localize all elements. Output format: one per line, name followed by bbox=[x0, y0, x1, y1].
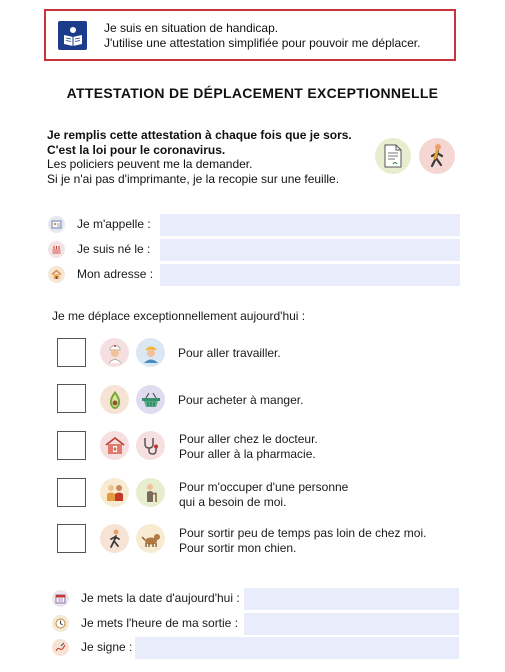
walking-icon bbox=[100, 524, 129, 553]
clock-icon bbox=[52, 615, 69, 632]
birthday-cake-icon bbox=[48, 241, 65, 258]
option-walk-line-2: Pour sortir mon chien. bbox=[179, 540, 297, 555]
dog-icon bbox=[136, 524, 165, 553]
intro-bold-1: Je remplis cette attestation à chaque fois que je sors. bbox=[47, 128, 352, 142]
birth-input[interactable] bbox=[160, 239, 460, 261]
house-icon bbox=[48, 266, 65, 283]
date-input[interactable] bbox=[244, 588, 459, 610]
time-input[interactable] bbox=[244, 613, 459, 635]
handicap-banner bbox=[44, 9, 456, 61]
avocado-icon bbox=[100, 385, 129, 414]
walking-person-icon bbox=[419, 138, 455, 174]
option-walk-text bbox=[179, 526, 426, 555]
nurse-icon bbox=[100, 338, 129, 367]
checkbox-work[interactable] bbox=[57, 338, 86, 367]
signing-hand-icon bbox=[52, 639, 69, 656]
option-food-line-1: Pour acheter à manger. bbox=[178, 393, 304, 407]
banner-line-2: J'utilise une attestation simplifiée pour pouvoir me déplacer. bbox=[104, 36, 421, 50]
elderly-person-icon bbox=[136, 478, 165, 507]
checkbox-food[interactable] bbox=[57, 384, 86, 413]
signature-row bbox=[52, 637, 132, 657]
option-care-line-1: Pour m'occuper d'une personne bbox=[179, 480, 349, 494]
signature-input[interactable] bbox=[135, 637, 459, 659]
intro-line-3: Les policiers peuvent me la demander. bbox=[47, 157, 253, 171]
construction-worker-icon bbox=[136, 338, 165, 367]
option-food-text bbox=[178, 393, 303, 408]
time-label: Je mets l'heure de ma sortie : bbox=[81, 616, 239, 630]
time-row bbox=[52, 613, 238, 633]
address-row bbox=[48, 264, 153, 284]
option-doctor-text bbox=[179, 432, 318, 461]
option-doctor-line-1: Pour aller chez le docteur. bbox=[179, 432, 318, 446]
checkbox-doctor[interactable] bbox=[57, 431, 86, 460]
id-card-icon bbox=[48, 216, 65, 233]
option-care-line-2: qui a besoin de moi. bbox=[179, 494, 287, 509]
name-label: Je m'appelle : bbox=[77, 217, 151, 231]
name-input[interactable] bbox=[160, 214, 460, 236]
reasons-intro: Je me déplace exceptionnellement aujourd'hui : bbox=[52, 309, 306, 323]
intro-line-4: Si je n'ai pas d'imprimante, je la recopie sur une feuille. bbox=[47, 171, 340, 186]
option-work-line-1: Pour aller travailler. bbox=[178, 346, 281, 360]
banner-line-1: Je suis en situation de handicap. bbox=[104, 21, 279, 35]
calendar-icon bbox=[52, 590, 69, 607]
address-input[interactable] bbox=[160, 264, 460, 286]
checkbox-care[interactable] bbox=[57, 478, 86, 507]
hospital-icon bbox=[100, 431, 129, 460]
option-doctor-line-2: Pour aller à la pharmacie. bbox=[179, 446, 316, 461]
page-title: ATTESTATION DE DÉPLACEMENT EXCEPTIONNELLE bbox=[66, 85, 439, 101]
birth-label: Je suis né le : bbox=[77, 242, 151, 256]
signature-label: Je signe : bbox=[81, 640, 133, 654]
banner-text bbox=[104, 21, 420, 51]
date-row bbox=[52, 588, 240, 608]
stethoscope-icon bbox=[136, 431, 165, 460]
checkbox-walk[interactable] bbox=[57, 524, 86, 553]
address-label: Mon adresse : bbox=[77, 267, 154, 281]
option-work-text bbox=[178, 346, 281, 361]
option-care-text bbox=[179, 480, 348, 509]
intro-bold-2: C'est la loi pour le coronavirus. bbox=[47, 142, 226, 157]
date-label: Je mets la date d'aujourd'hui : bbox=[81, 591, 240, 605]
shopping-basket-icon bbox=[136, 385, 165, 414]
intro-text bbox=[47, 128, 352, 186]
option-walk-line-1: Pour sortir peu de temps pas loin de chez moi. bbox=[179, 526, 427, 540]
birth-row bbox=[48, 239, 150, 259]
name-row bbox=[48, 214, 151, 234]
family-icon bbox=[100, 478, 129, 507]
document-icon bbox=[375, 138, 411, 174]
easy-read-icon bbox=[58, 21, 87, 50]
